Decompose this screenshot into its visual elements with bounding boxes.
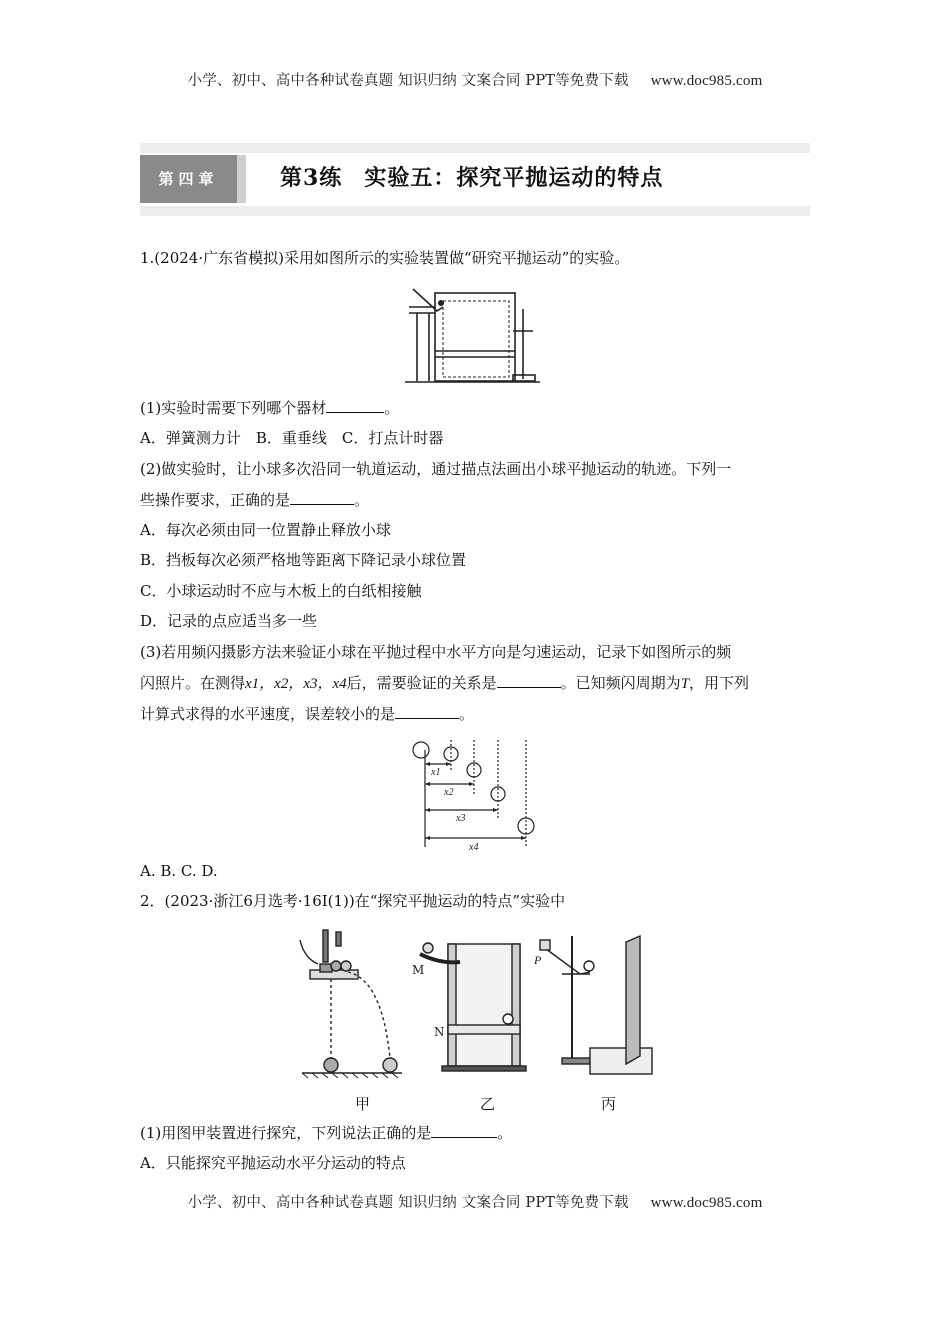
q1-label-x4: x4: [469, 842, 479, 852]
q1-sub1-end: 。: [384, 399, 400, 417]
q2-figure-jia: [300, 930, 402, 1078]
q2-label-n: N: [434, 1025, 445, 1039]
lesson-title: [280, 161, 663, 192]
chapter-banner: [140, 143, 810, 213]
q1-label-x2: x2: [444, 787, 454, 798]
q2-sub1: [140, 1122, 810, 1144]
q1-sub3-text-c: 。已知频闪周期为: [560, 674, 681, 692]
q1-sub1-blank[interactable]: [326, 398, 384, 413]
q1-sub3-blank-2[interactable]: [395, 704, 459, 719]
q1-option-a: A．每次必须由同一位置静止释放小球: [140, 521, 391, 539]
q2-caption-jia: 甲: [355, 1095, 371, 1113]
footer-text: 小学、初中、高中各种试卷真题 知识归纳 文案合同 PPT等免费下载: [187, 1195, 629, 1211]
q2-caption-yi: 乙: [480, 1095, 496, 1113]
q1-sub2-text: 些操作要求，正确的是: [140, 491, 291, 509]
q1-sub3-blank-1[interactable]: [497, 673, 561, 688]
q1-sub3-line3: [140, 703, 810, 725]
q1-option-b: B．挡板每次必须严格地等距离下降记录小球位置: [140, 551, 467, 569]
q1-sub3-options: A. B. C. D.: [140, 862, 218, 880]
q1-option-c: C．小球运动时不应与木板上的白纸相接触: [140, 582, 422, 600]
q2-figure-yi: [412, 943, 526, 1071]
q1-sub2-line1: (2)做实验时，让小球多次沿同一轨道运动，通过描点法画出小球平抛运动的轨迹。下列一: [140, 460, 732, 478]
page-footer: [0, 1191, 950, 1212]
q2-label-m: M: [412, 963, 425, 977]
header-url[interactable]: www.doc985.com: [650, 73, 763, 89]
q2-option-a: A．只能探究平抛运动水平分运动的特点: [140, 1154, 406, 1172]
q1-sub3-period: T: [680, 676, 690, 692]
q1-option-d: D．记录的点应适当多一些: [140, 612, 318, 630]
footer-url[interactable]: www.doc985.com: [650, 1195, 763, 1211]
q1-sub3-text-d: ，用下列: [689, 674, 750, 692]
q1-sub3-text-e: 计算式求得的水平速度，误差较小的是: [140, 705, 396, 723]
banner-band: [140, 206, 810, 216]
q2-sub1-blank[interactable]: [431, 1123, 497, 1138]
header-text: 小学、初中、高中各种试卷真题 知识归纳 文案合同 PPT等免费下载: [187, 73, 629, 89]
q2-sub1-text: (1)用图甲装置进行探究，下列说法正确的是: [140, 1124, 432, 1142]
q1-sub3-line1: (3)若用频闪摄影方法来验证小球在平抛过程中水平方向是匀速运动，记录下如图所示的频: [140, 643, 732, 661]
q1-sub3-line2: [140, 672, 810, 695]
q1-sub3-text-a: 闪照片。在测得: [140, 674, 246, 692]
q1-stem: 1.(2024·广东省模拟)采用如图所示的实验装置做“研究平抛运动”的实验。: [140, 249, 630, 267]
lesson-name: 实验五：探究平抛运动的特点: [364, 165, 664, 191]
q2-apparatus-figure: [290, 922, 665, 1082]
q2-caption-bing: 丙: [601, 1095, 617, 1113]
q1-sub3-vars: x1，x2，x3，x4: [245, 676, 347, 692]
q1-sub1-options: A．弹簧测力计 B．重垂线 C．打点计时器: [140, 429, 444, 447]
q2-sub1-end: 。: [497, 1124, 513, 1142]
q1-sub2-line2: [140, 489, 810, 511]
q1-sub3-text-b: 后，需要验证的关系是: [346, 674, 497, 692]
q1-sub1: [140, 397, 810, 419]
q2-stem: 2．(2023·浙江6月选考·16Ⅰ(1))在“探究平抛运动的特点”实验中: [140, 892, 566, 910]
q1-label-x1: x1: [431, 767, 441, 778]
chapter-label: 第四章: [140, 155, 237, 203]
q1-sub2-end: 。: [354, 491, 370, 509]
q2-figure-bing: [533, 936, 652, 1074]
q1-strobe-figure: [408, 734, 548, 852]
q1-apparatus-figure: [405, 283, 545, 385]
q2-label-p: P: [534, 953, 542, 967]
lesson-number: 第3练: [280, 165, 343, 191]
chapter-divider: [237, 155, 246, 203]
q1-sub1-text: (1)实验时需要下列哪个器材: [140, 399, 327, 417]
page-header: [0, 69, 950, 90]
q1-sub3-end: 。: [459, 705, 475, 723]
q1-sub2-blank[interactable]: [290, 490, 354, 505]
q1-label-x3: x3: [456, 813, 466, 824]
